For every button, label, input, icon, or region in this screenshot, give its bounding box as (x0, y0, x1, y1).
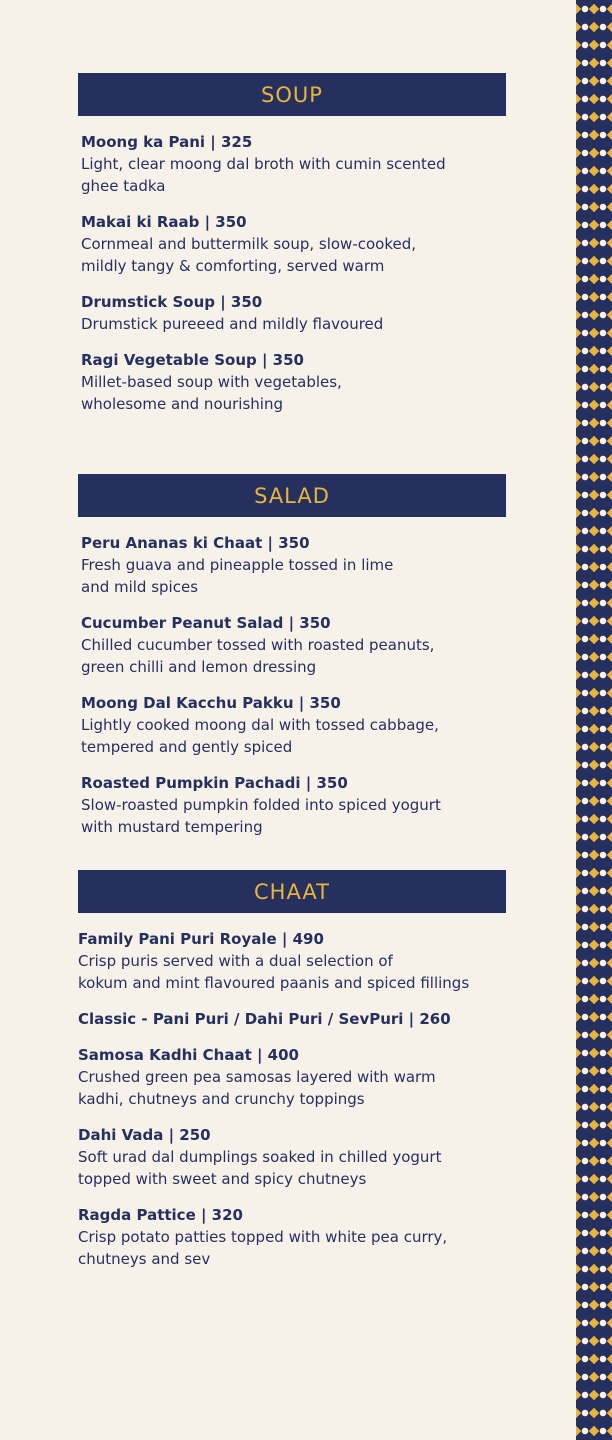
menu-item (81, 532, 506, 598)
item-title: Samosa Kadhi Chaat | 400 (78, 1046, 299, 1064)
item-title: Makai ki Raab | 350 (81, 213, 247, 231)
menu-item (81, 692, 506, 758)
menu-item (78, 1044, 506, 1110)
item-description: Soft urad dal dumplings soaked in chilled yogurt topped with sweet and spicy chutneys (78, 1148, 442, 1188)
item-title: Moong Dal Kacchu Pakku | 350 (81, 694, 341, 712)
menu-item (78, 1124, 506, 1190)
section-soup (78, 73, 506, 429)
section-header-salad: SALAD (78, 474, 506, 517)
item-title: Moong ka Pani | 325 (81, 133, 253, 151)
menu-item (81, 772, 506, 838)
section-header-soup: SOUP (78, 73, 506, 116)
menu-item (81, 291, 506, 335)
item-description: Chilled cucumber tossed with roasted peanuts, green chilli and lemon dressing (81, 636, 435, 676)
item-title: Cucumber Peanut Salad | 350 (81, 614, 331, 632)
item-title: Drumstick Soup | 350 (81, 293, 263, 311)
item-title: Classic - Pani Puri / Dahi Puri / SevPuri | 260 (78, 1010, 451, 1028)
item-description: Light, clear moong dal broth with cumin scented ghee tadka (81, 155, 446, 195)
item-description: Crisp puris served with a dual selection of kokum and mint flavoured paanis and spiced fillings (78, 952, 470, 992)
menu-item (81, 349, 506, 415)
item-description: Lightly cooked moong dal with tossed cabbage, tempered and gently spiced (81, 716, 439, 756)
salad-items (78, 532, 506, 838)
item-description: Crushed green pea samosas layered with warm kadhi, chutneys and crunchy toppings (78, 1068, 436, 1108)
item-title: Dahi Vada | 250 (78, 1126, 211, 1144)
menu-item (78, 1204, 506, 1270)
item-description: Cornmeal and buttermilk soup, slow-cooked, mildly tangy & comforting, served warm (81, 235, 417, 275)
item-title: Peru Ananas ki Chaat | 350 (81, 534, 310, 552)
item-description: Drumstick pureeed and mildly flavoured (81, 315, 384, 333)
menu-item (81, 612, 506, 678)
menu-item (81, 211, 506, 277)
item-title: Ragi Vegetable Soup | 350 (81, 351, 304, 369)
decorative-pattern-border (576, 0, 612, 1440)
item-description: Fresh guava and pineapple tossed in lime and mild spices (81, 556, 394, 596)
item-title: Family Pani Puri Royale | 490 (78, 930, 324, 948)
item-title: Roasted Pumpkin Pachadi | 350 (81, 774, 348, 792)
item-description: Slow-roasted pumpkin folded into spiced yogurt with mustard tempering (81, 796, 441, 836)
section-header-chaat: CHAAT (78, 870, 506, 913)
menu-item (81, 131, 506, 197)
menu-item (78, 1008, 506, 1030)
section-chaat (78, 870, 506, 1284)
soup-items (78, 131, 506, 415)
section-salad (78, 474, 506, 852)
menu-item (78, 928, 506, 994)
item-title: Ragda Pattice | 320 (78, 1206, 243, 1224)
item-description: Millet-based soup with vegetables, wholesome and nourishing (81, 373, 342, 413)
chaat-items (78, 928, 506, 1270)
item-description: Crisp potato patties topped with white pea curry, chutneys and sev (78, 1228, 448, 1268)
